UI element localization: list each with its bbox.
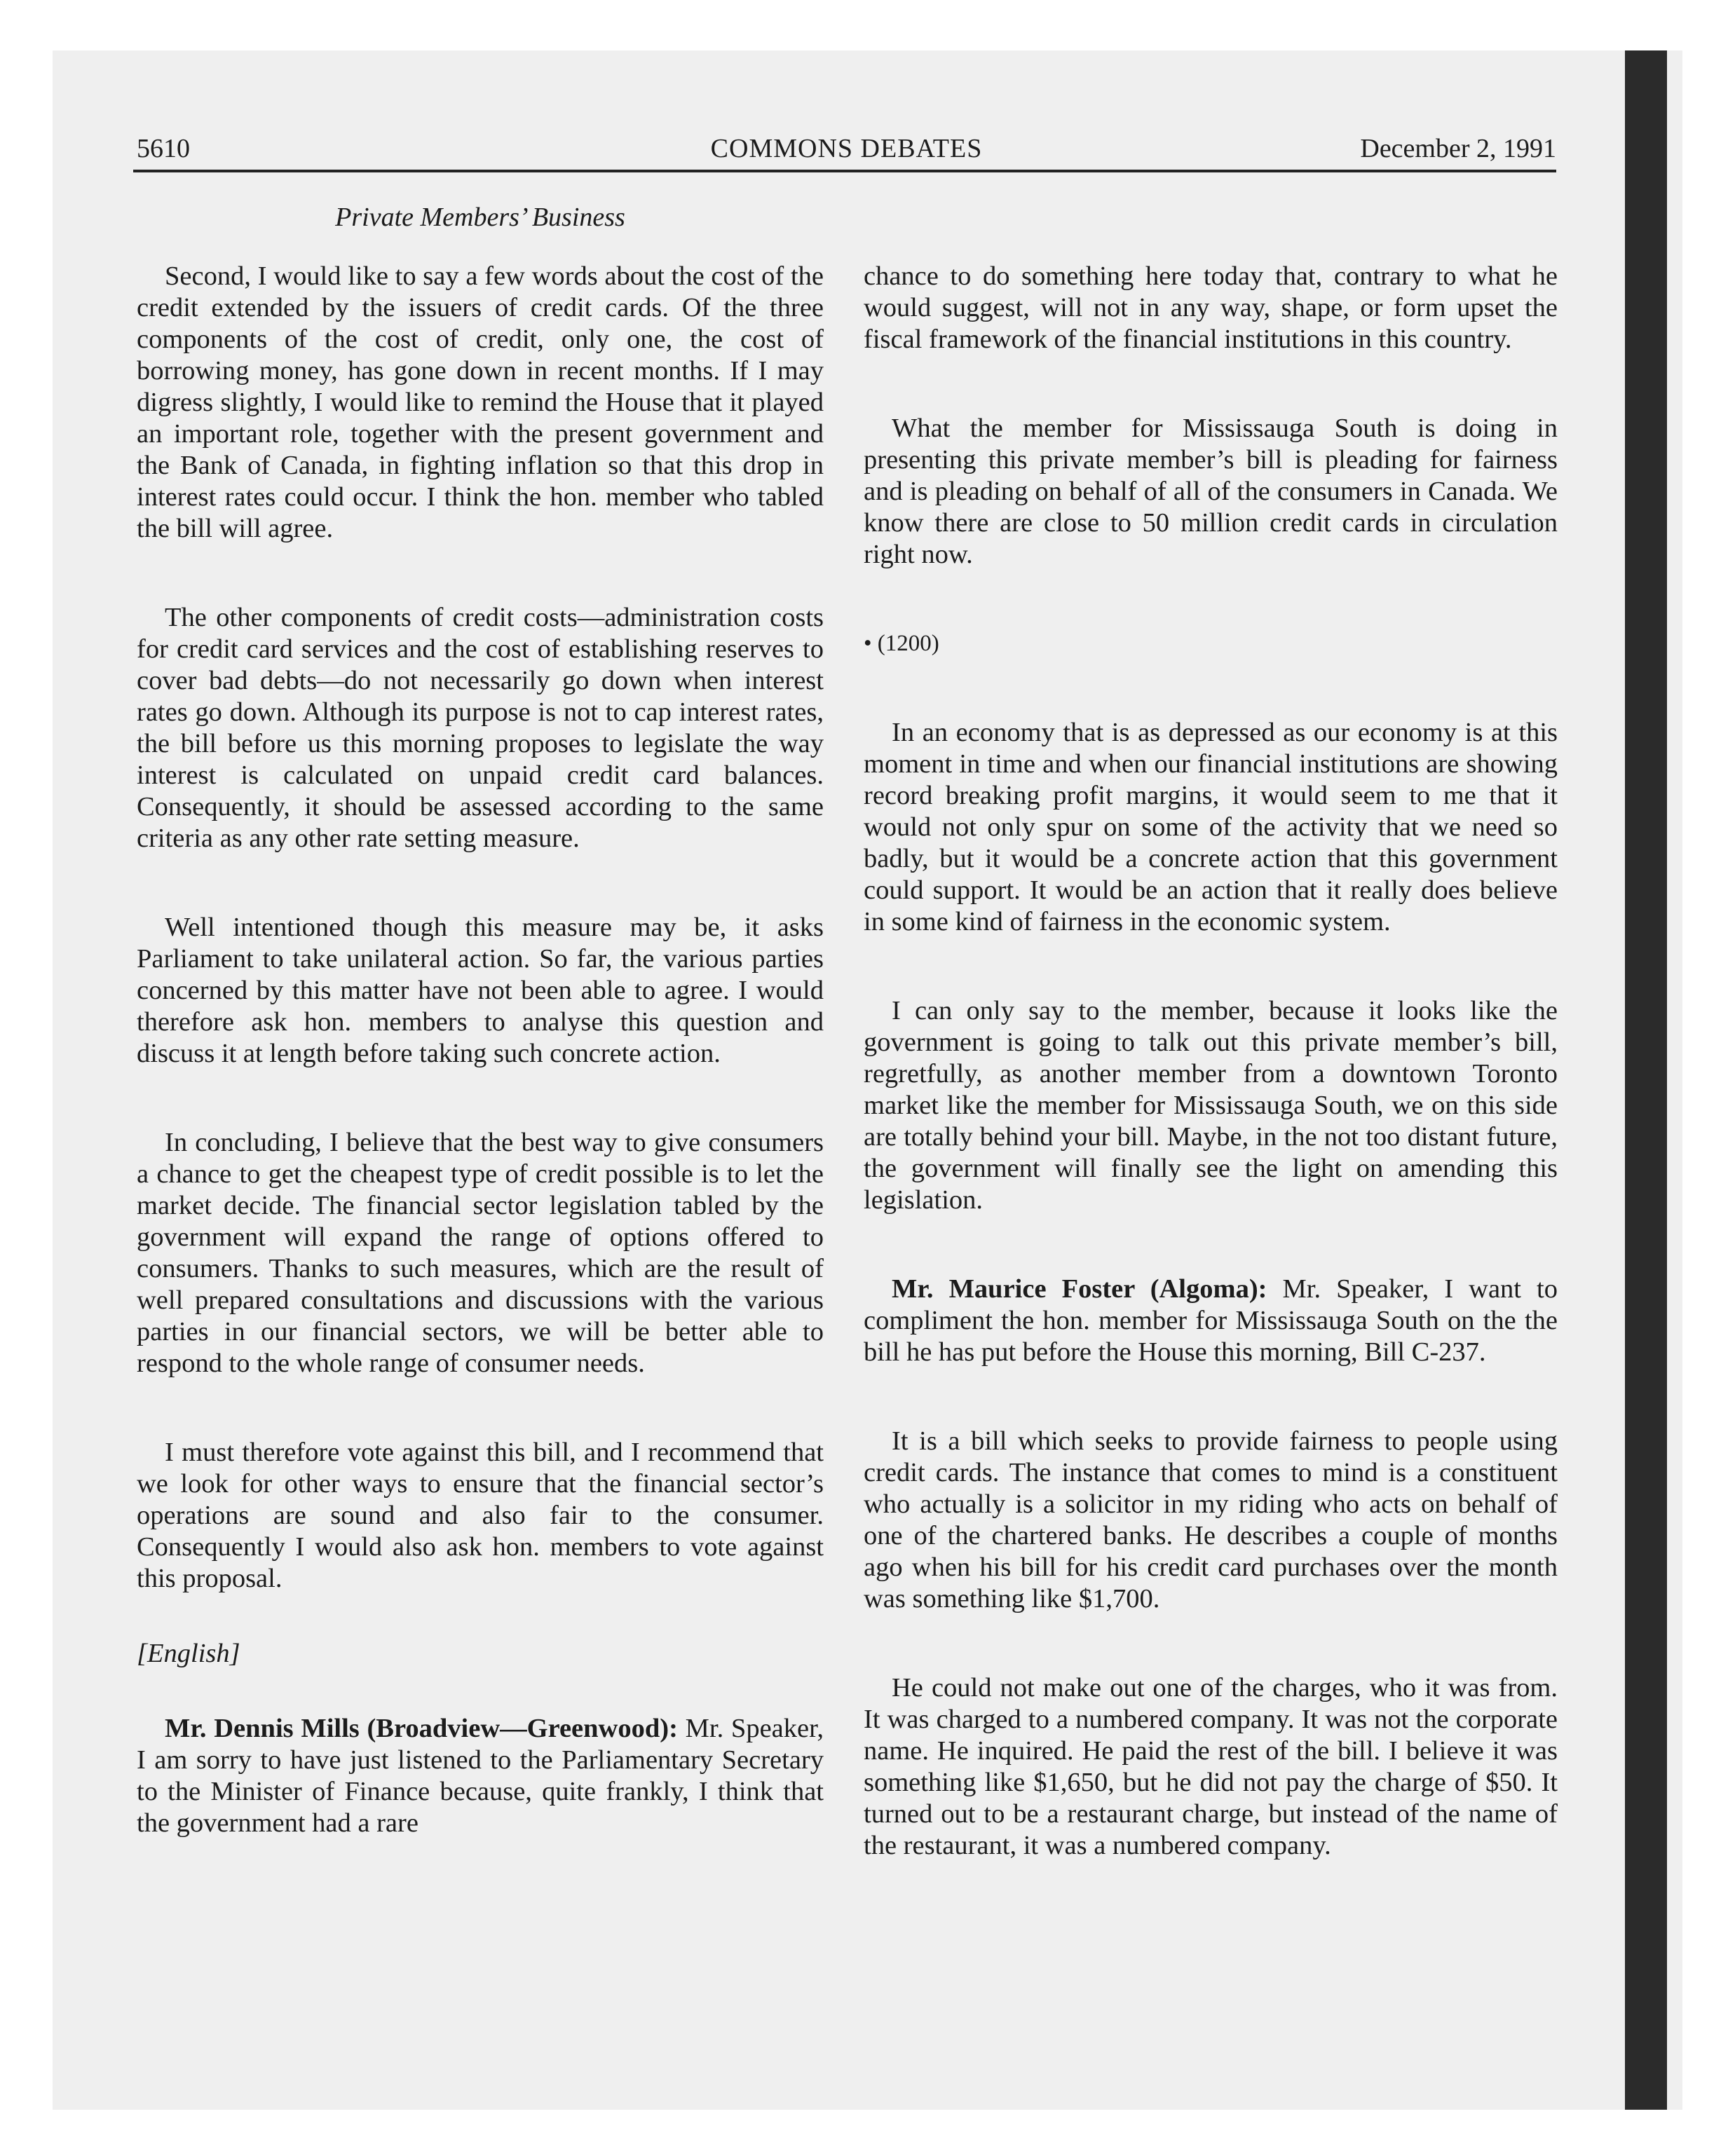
paragraph: The other components of credit costs—administration costs for credit card services and the cost of establishing reserves to cover bad debts—do not necessarily go down when interest rates go down. Although its purpose is not to cap interest rates, the bill before us this morning proposes to legislate the way interest is calculated on unpaid credit card balances. Consequently, it should be assessed according to the same criteria as any other rate setting measure. [137, 603, 824, 853]
issue-date: December 2, 1991 [1360, 134, 1556, 163]
paragraph: I can only say to the member, because it looks like the government is going to talk out this private member’s bill, regretfully, as another member from a downtown Toronto market like the member for Mississauga South, we on this side are totally behind your bill. Maybe, in the not too distant future, the government will finally see the light on amending this legislation. [864, 996, 1558, 1215]
time-marker: • (1200) [864, 631, 939, 656]
scan-edge-shadow [1625, 50, 1667, 2110]
paragraph: In concluding, I believe that the best way to give consumers a chance to get the cheapest type of credit possible is to let the market decide. The financial sector legislation tabled by the government will expand the range of options offered to consumers. Thanks to such measures, which are the result of well prepared consultations and discussions with the various parties in our financial sectors, we will be better able to respond to the whole range of consumer needs. [137, 1128, 824, 1378]
language-tag: [English] [137, 1639, 240, 1668]
left-column [137, 261, 824, 1839]
header-rule [133, 170, 1556, 172]
right-column [864, 261, 1558, 1862]
speaker-name: Mr. Maurice Foster (Algoma): [892, 1274, 1267, 1304]
paragraph: chance to do something here today that, contrary to what he would suggest, will not in any way, shape, or form upset the fiscal framework of the financial institutions in this country. [864, 261, 1558, 354]
paragraph: What the member for Mississauga South is doing in presenting this private member’s bill is pleading for fairness and is pleading on behalf of all of the consumers in Canada. We know there are close to 50 million credit cards in circulation right now. [864, 414, 1558, 569]
speech-text: Mr. Speaker, I want to compliment the hon. member for Mississauga South on the the bill he has put before the House this morning, Bill C-237. [864, 1274, 1558, 1367]
paragraph: I must therefore vote against this bill, and I recommend that we look for other ways to ensure that the financial sector’s operations are sound and also fair to the consumer. Consequently I would also ask hon. members to vote against this proposal. [137, 1438, 824, 1593]
paragraph: He could not make out one of the charges, who it was from. It was charged to a numbered company. It was not the corporate name. He inquired. He paid the rest of the bill. I believe it was something like $1,650, but he did not pay the charge of $50. It turned out to be a restaurant charge, but instead of the name of the restaurant, it was a numbered company. [864, 1673, 1558, 1860]
page-header [137, 133, 1556, 167]
paragraph: Second, I would like to say a few words about the cost of the credit extended by the issuers of credit cards. Of the three components of the cost of credit, only one, the cost of borrowing money, has gone down in recent months. If I may digress slightly, I would like to remind the House that it played an important role, together with the present government and the Bank of Canada, in fighting inflation so that this drop in interest rates could occur. I think the hon. member who tabled the bill will agree. [137, 261, 824, 543]
paragraph: Well intentioned though this measure may be, it asks Parliament to take unilateral action. So far, the various parties concerned by this matter have not been able to agree. I would therefore ask hon. members to analyse this question and discuss it at length before taking such concrete action. [137, 913, 824, 1068]
page-number: 5610 [137, 134, 190, 163]
speaker-name: Mr. Dennis Mills (Broadview—Greenwood): [165, 1714, 678, 1743]
speech-text: Mr. Speaker, I am sorry to have just listened to the Parliamentary Secretary to the Minister of Finance because, quite frankly, I think that the government had a rare [137, 1714, 824, 1838]
speech-paragraph [137, 1713, 824, 1839]
paragraph: It is a bill which seeks to provide fairness to people using credit cards. The instance that comes to mind is a constituent who actually is a solicitor in my riding who acts on behalf of one of the chartered banks. He describes a couple of months ago when his bill for his credit card purchases over the month was something like $1,700. [864, 1426, 1558, 1613]
section-title: Private Members’ Business [335, 203, 625, 232]
journal-title: COMMONS DEBATES [710, 134, 983, 163]
paragraph: In an economy that is as depressed as our economy is at this moment in time and when our financial institutions are showing record breaking profit margins, it would seem to me that it would not only spur on some of the activity that we need so badly, but it would be a concrete action that this government could support. It would be an action that it really does believe in some kind of fairness in the economic system. [864, 718, 1558, 936]
speech-paragraph [864, 1274, 1558, 1368]
